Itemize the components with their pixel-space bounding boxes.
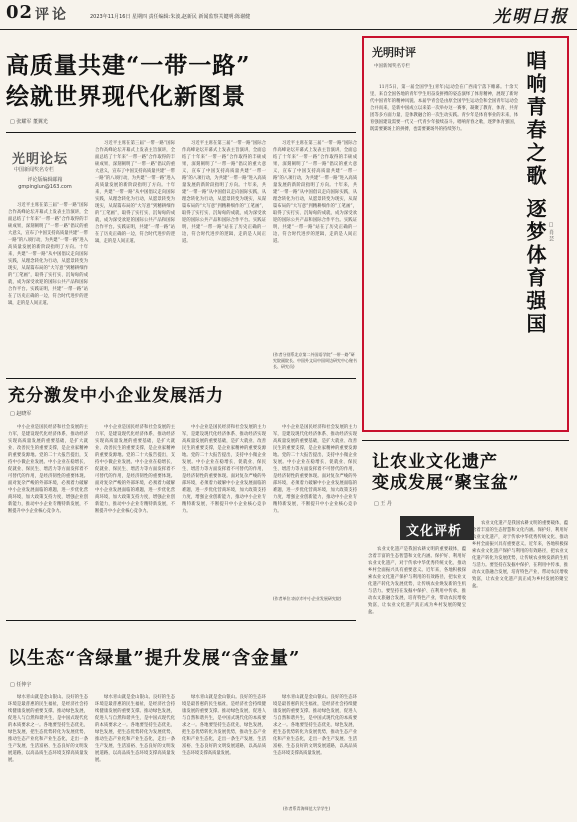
issue-meta: 2023年11月16日 星期四 责任编辑:朱波,赵新民 新闻监察关键明:陈谢健 — [90, 14, 251, 20]
article2-body-col4: 中小企业是国民经济和社会发展的主力军，是建设现代化经济体系、推动经济实现高质量发展的重要基础，是扩大就业、改善民生的重要支撑，是企业家精神的重要发源地。党的二十大报告提出，支持中小微企业发展。中小企业在稳增长、促就业、保民生、增活力等方面发挥着不可替代的作用，是经济韧性的重要体现。面对复杂严峻的外部环境，必须着力破解中小企业发展面临的难题，进一步优化营商环境，加大政策支持力度，增强企业创新能力，推动中小企业专精特新发展，不断提升中小企业核心竞争力。 — [273, 425, 357, 514]
pingshi-body-col1: 11月5日，第一届全国学生(青年)运动会在广西南宁落下帷幕。十余天里，来自全国各地的青年学生用奋发拼搏的姿态演绎了体育精神，展现了新时代中国青年的精神风貌。本届学青会是由原全国学生运动会和全国青年运动会合并而来，是新中国成立以来第一次举办这一赛事，凝聚了教育、体育、共青团等多方面力量，是体教融合的一次生动实践。青少年是体育事业的未来，体育强国建设需要一代又一代青少年接续奋斗。唱响青春之歌，逐梦体育强国，既需要赛场上的拼搏，也需要赛场外的持续努力。 — [370, 85, 518, 132]
divider — [6, 620, 356, 621]
article4-body-col2: 绿水青山就是金山银山。良好的生态环境是最普惠的民生福祉，是经济社会持续健康发展的重要支撑。推动绿色发展，促进人与自然和谐共生，是中国式现代化的本质要求之一。各地要坚持生态优先、绿色发展，把生态优势转化为发展优势，推动生态产业化和产业生态化，走出一条生产发展、生活富裕、生态良好的文明发展道路，以高品质生态环境支撑高质量发展。 — [95, 695, 175, 763]
article2-byline: □ 赵晓军 — [10, 411, 32, 417]
article4-body-col4: 绿水青山就是金山银山。良好的生态环境是最普惠的民生福祉，是经济社会持续健康发展的重要支撑。推动绿色发展，促进人与自然和谐共生，是中国式现代化的本质要求之一。各地要坚持生态优先、绿色发展，把生态优势转化为发展优势，推动生态产业化和产业生态化，走出一条生产发展、生活富裕、生态良好的文明发展道路，以高品质生态环境支撑高质量发展。 — [273, 695, 357, 756]
article1-body-col3: 习近平主席在第三届“一带一路”国际合作高峰论坛开幕式上发表主旨演讲，全面总结了十年来“一带一路”合作取得的丰硕成果，深刻阐明了“一带一路”倡议的重大意义，宣布了中国支持高质量共建“一带一路”的八项行动，为共建“一带一路”进入高质量发展的新阶段指明了方向。十年来，共建“一带一路”从中国倡议走向国际实践，从理念转化为行动，从愿景转变为现实，从谋篇布局的“大写意”到精耕细作的“工笔画”，取得了实打实、沉甸甸的成就，成为深受欢迎的国际公共产品和国际合作平台。实践证明，共建“一带一路”站在了历史正确的一边，符合时代进步的逻辑，走的是人间正道。 — [182, 141, 266, 244]
article2-footnote-text: (作者单位:南京市中小企业发展研究院) — [273, 596, 342, 601]
article2-title[interactable]: 充分激发中小企业发展活力 — [8, 386, 224, 406]
article1-byline: □ 张耀军 董翼光 — [10, 119, 48, 125]
article1-footnote — [273, 352, 357, 370]
article4-body-col3: 绿水青山就是金山银山。良好的生态环境是最普惠的民生福祉，是经济社会持续健康发展的重要支撑。推动绿色发展，促进人与自然和谐共生，是中国式现代化的本质要求之一。各地要坚持生态优先、绿色发展，把生态优势转化为发展优势，推动生态产业化和产业生态化，走出一条生产发展、生活富裕、生态良好的文明发展道路，以高品质生态环境支撑高质量发展。 — [182, 695, 266, 756]
pingshi-logo — [372, 44, 446, 76]
section-name: 评论 — [35, 7, 69, 23]
article1-title-line1: 高质量共建“一带一路” — [6, 52, 251, 79]
article2-body-col3: 中小企业是国民经济和社会发展的主力军，是建设现代化经济体系、推动经济实现高质量发展的重要基础，是扩大就业、改善民生的重要支撑，是企业家精神的重要发源地。党的二十大报告提出，支持中小微企业发展。中小企业在稳增长、促就业、保民生、增活力等方面发挥着不可替代的作用，是经济韧性的重要体现。面对复杂严峻的外部环境，必须着力破解中小企业发展面临的难题，进一步优化营商环境，加大政策支持力度，增强企业创新能力，推动中小企业专精特新发展，不断提升中小企业核心竞争力。 — [182, 425, 266, 514]
article3-body-col1: 农业文化遗产是我国农耕文明的重要载体，蕴含着丰富的生态智慧和文化内涵。保护好、利用好农业文化遗产，对于传承中华优秀传统文化、推动乡村全面振兴具有重要意义。近年来，各地积极探索农业文化遗产保护与利用的有效路径，把农业文化遗产转化为发展优势，让传统农业焕发新的生机与活力。要坚持在发掘中保护、在利用中传承，推动农文旅融合发展，培育特色产业，带动农民增收致富，让农业文化遗产真正成为乡村发展的聚宝盆。 — [368, 547, 466, 615]
pingshi-title[interactable]: 唱响青春之歌 逐梦体育强国 — [523, 50, 547, 336]
pingshi-byline: □ 肖 芸 — [548, 222, 554, 242]
forum-email-label: 评论版编辑邮箱 — [27, 177, 63, 183]
article1-title-line2: 绘就世界现代化新图景 — [6, 82, 246, 110]
forum-column-logo — [12, 148, 80, 196]
pingshi-logo-subtitle: 中国新闻奖名专栏 — [374, 64, 410, 69]
article3-title[interactable] — [372, 452, 567, 495]
article4-footnote-text: (作者系青海师范大学学生) — [283, 806, 331, 811]
newspaper-logo: 光明日报 — [493, 7, 569, 27]
pingshi-logo-title: 光明时评 — [372, 46, 416, 59]
article3-body-col2: 农业文化遗产是我国农耕文明的重要载体，蕴含着丰富的生态智慧和文化内涵。保护好、利用好农业文化遗产，对于传承中华优秀传统文化、推动乡村全面振兴具有重要意义。近年来，各地积极探索农业文化遗产保护与利用的有效路径，把农业文化遗产转化为发展优势，让传统农业焕发新的生机与活力。要坚持在发掘中保护、在利用中传承，推动农文旅融合发展，培育特色产业，带动农民增收致富，让农业文化遗产真正成为乡村发展的聚宝盆。 — [472, 521, 568, 589]
article4-body-col1: 绿水青山就是金山银山。良好的生态环境是最普惠的民生福祉，是经济社会持续健康发展的重要支撑。推动绿色发展，促进人与自然和谐共生，是中国式现代化的本质要求之一。各地要坚持生态优先、绿色发展，把生态优势转化为发展优势，推动生态产业化和产业生态化，走出一条生产发展、生活富裕、生态良好的文明发展道路，以高品质生态环境支撑高质量发展。 — [8, 695, 88, 763]
article3-byline: □ 王 丹 — [374, 501, 392, 507]
article4-byline: □ 任仲宇 — [10, 682, 32, 688]
article1-footnote-text: (作者分别系北京第二外国语学院“一带一路”研究院副院长、中国外文局中国周边研究中心秘书长、研究员) — [273, 352, 357, 369]
culture-critique-label — [400, 516, 474, 540]
article1-title[interactable] — [6, 52, 356, 112]
article4-footnote — [283, 806, 330, 812]
article2-body-col1: 中小企业是国民经济和社会发展的主力军，是建设现代化经济体系、推动经济实现高质量发展的重要基础，是扩大就业、改善民生的重要支撑，是企业家精神的重要发源地。党的二十大报告提出，支持中小微企业发展。中小企业在稳增长、促就业、保民生、增活力等方面发挥着不可替代的作用，是经济韧性的重要体现。面对复杂严峻的外部环境，必须着力破解中小企业发展面临的难题，进一步优化营商环境，加大政策支持力度，增强企业创新能力，推动中小企业专精特新发展，不断提升中小企业核心竞争力。 — [8, 425, 88, 514]
divider — [6, 378, 356, 379]
article1-body-col2: 习近平主席在第三届“一带一路”国际合作高峰论坛开幕式上发表主旨演讲，全面总结了十年来“一带一路”合作取得的丰硕成果，深刻阐明了“一带一路”倡议的重大意义，宣布了中国支持高质量共建“一带一路”的八项行动，为共建“一带一路”进入高质量发展的新阶段指明了方向。十年来，共建“一带一路”从中国倡议走向国际实践，从理念转化为行动，从愿景转变为现实，从谋篇布局的“大写意”到精耕细作的“工笔画”，取得了实打实、沉甸甸的成就，成为深受欢迎的国际公共产品和国际合作平台。实践证明，共建“一带一路”站在了历史正确的一边，符合时代进步的逻辑，走的是人间正道。 — [95, 141, 175, 244]
article3-title-line1: 让农业文化遗产 — [372, 452, 498, 472]
article1-body-col1: 习近平主席在第三届“一带一路”国际合作高峰论坛开幕式上发表主旨演讲，全面总结了十年来“一带一路”合作取得的丰硕成果，深刻阐明了“一带一路”倡议的重大意义，宣布了中国支持高质量共建“一带一路”的八项行动，为共建“一带一路”进入高质量发展的新阶段指明了方向。十年来，共建“一带一路”从中国倡议走向国际实践，从理念转化为行动，从愿景转变为现实，从谋篇布局的“大写意”到精耕细作的“工笔画”，取得了实打实、沉甸甸的成就，成为深受欢迎的国际公共产品和国际合作平台。实践证明，共建“一带一路”站在了历史正确的一边，符合时代进步的逻辑，走的是人间正道。 — [8, 203, 88, 306]
forum-title: 光明论坛 — [12, 152, 69, 167]
divider — [362, 440, 569, 441]
forum-email-block — [12, 177, 78, 191]
article2-footnote — [273, 596, 357, 602]
divider — [6, 132, 356, 133]
forum-subtitle: 中国新闻奖名专栏 — [14, 167, 55, 173]
page-number: 02 — [6, 2, 34, 23]
article1-body-col4: 习近平主席在第三届“一带一路”国际合作高峰论坛开幕式上发表主旨演讲，全面总结了十年来“一带一路”合作取得的丰硕成果，深刻阐明了“一带一路”倡议的重大意义，宣布了中国支持高质量共建“一带一路”的八项行动，为共建“一带一路”进入高质量发展的新阶段指明了方向。十年来，共建“一带一路”从中国倡议走向国际实践，从理念转化为行动，从愿景转变为现实，从谋篇布局的“大写意”到精耕细作的“工笔画”，取得了实打实、沉甸甸的成就，成为深受欢迎的国际公共产品和国际合作平台。实践证明，共建“一带一路”站在了历史正确的一边，符合时代进步的逻辑，走的是人间正道。 — [273, 141, 357, 244]
culture-critique-text: 文化评析 — [406, 524, 463, 539]
article4-title[interactable]: 以生态“含绿量”提升发展“含金量” — [8, 648, 301, 669]
forum-email[interactable]: gmpinglun@163.com — [18, 184, 72, 190]
page-header — [0, 0, 577, 30]
article3-title-line2: 变成发展“聚宝盆” — [372, 473, 520, 494]
article2-body-col2: 中小企业是国民经济和社会发展的主力军，是建设现代化经济体系、推动经济实现高质量发展的重要基础，是扩大就业、改善民生的重要支撑，是企业家精神的重要发源地。党的二十大报告提出，支持中小微企业发展。中小企业在稳增长、促就业、保民生、增活力等方面发挥着不可替代的作用，是经济韧性的重要体现。面对复杂严峻的外部环境，必须着力破解中小企业发展面临的难题，进一步优化营商环境，加大政策支持力度，增强企业创新能力，推动中小企业专精特新发展，不断提升中小企业核心竞争力。 — [95, 425, 175, 514]
